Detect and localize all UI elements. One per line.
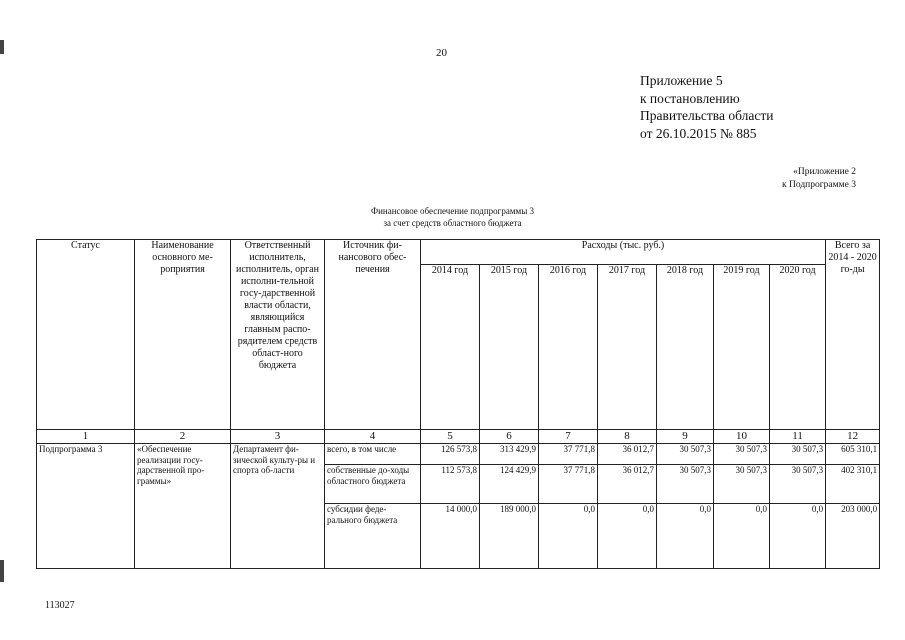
column-number: 12	[826, 430, 880, 444]
table-row	[37, 444, 880, 465]
value-cell: 0,0	[598, 504, 657, 569]
column-number: 4	[325, 430, 421, 444]
header-name: Наименование основного ме-роприятия	[135, 240, 231, 430]
column-number: 9	[657, 430, 714, 444]
column-number: 1	[37, 430, 135, 444]
header-year: 2018 год	[657, 265, 714, 430]
total-cell: 402 310,1	[826, 465, 880, 504]
header-executor: Ответственный исполнитель, исполнитель, орган исполни-тельной госу-дарственной власти области, являющийся главным распо-рядителем средств област-ного бюджета	[231, 240, 325, 430]
value-cell: 313 429,9	[480, 444, 539, 465]
value-cell: 30 507,3	[714, 444, 770, 465]
column-number: 5	[421, 430, 480, 444]
header-year: 2020 год	[770, 265, 826, 430]
header-year: 2016 год	[539, 265, 598, 430]
binder-mark	[0, 40, 4, 54]
column-number: 8	[598, 430, 657, 444]
value-cell: 30 507,3	[657, 444, 714, 465]
header-year: 2014 год	[421, 265, 480, 430]
appendix-line: от 26.10.2015 № 885	[640, 125, 757, 141]
column-number: 11	[770, 430, 826, 444]
column-number: 2	[135, 430, 231, 444]
column-number: 7	[539, 430, 598, 444]
page-number: 20	[436, 47, 447, 59]
value-cell: 36 012,7	[598, 465, 657, 504]
header-year: 2015 год	[480, 265, 539, 430]
value-cell: 30 507,3	[657, 465, 714, 504]
document-code: 113027	[45, 600, 75, 611]
appendix-heading	[640, 72, 773, 142]
appendix-line: к постановлению	[640, 90, 740, 106]
total-cell: 605 310,1	[826, 444, 880, 465]
appendix-line: Приложение 5	[640, 73, 723, 88]
value-cell: 0,0	[714, 504, 770, 569]
value-cell: 0,0	[657, 504, 714, 569]
total-cell: 203 000,0	[826, 504, 880, 569]
executor-cell: Департамент фи-зической культу-ры и спорта об-ласти	[231, 444, 325, 569]
status-cell: Подпрограмма 3	[37, 444, 135, 569]
value-cell: 0,0	[539, 504, 598, 569]
value-cell: 30 507,3	[770, 444, 826, 465]
header-status: Статус	[37, 240, 135, 430]
header-total: Всего за 2014 - 2020 го-ды	[826, 240, 880, 430]
source-cell: собственные до-ходы областного бюджета	[325, 465, 421, 504]
value-cell: 189 000,0	[480, 504, 539, 569]
binder-mark	[0, 560, 4, 582]
source-cell: субсидии феде-рального бюджета	[325, 504, 421, 569]
header-year: 2017 год	[598, 265, 657, 430]
value-cell: 124 429,9	[480, 465, 539, 504]
column-number: 3	[231, 430, 325, 444]
value-cell: 14 000,0	[421, 504, 480, 569]
reference-line: к Подпрограмме 3	[782, 179, 856, 190]
document-title	[300, 205, 605, 229]
title-line: Финансовое обеспечение подпрограммы 3	[370, 206, 535, 216]
financing-table	[36, 239, 880, 569]
activity-name-cell: «Обеспечение реализации госу-дарственной про-граммы»	[135, 444, 231, 569]
value-cell: 30 507,3	[714, 465, 770, 504]
appendix-line: Правительства области	[640, 108, 774, 123]
column-number-row	[37, 430, 880, 444]
value-cell: 36 012,7	[598, 444, 657, 465]
value-cell: 112 573,8	[421, 465, 480, 504]
subprogram-reference	[782, 166, 856, 191]
value-cell: 37 771,8	[539, 444, 598, 465]
reference-line: «Приложение 2	[793, 167, 856, 177]
column-number: 10	[714, 430, 770, 444]
source-cell: всего, в том числе	[325, 444, 421, 465]
column-number: 6	[480, 430, 539, 444]
header-year: 2019 год	[714, 265, 770, 430]
value-cell: 30 507,3	[770, 465, 826, 504]
title-line: за счет средств областного бюджета	[383, 218, 522, 228]
value-cell: 126 573,8	[421, 444, 480, 465]
header-source: Источник фи-нансового обес-печения	[325, 240, 421, 430]
value-cell: 0,0	[770, 504, 826, 569]
header-expenses: Расходы (тыс. руб.)	[421, 240, 826, 265]
value-cell: 37 771,8	[539, 465, 598, 504]
